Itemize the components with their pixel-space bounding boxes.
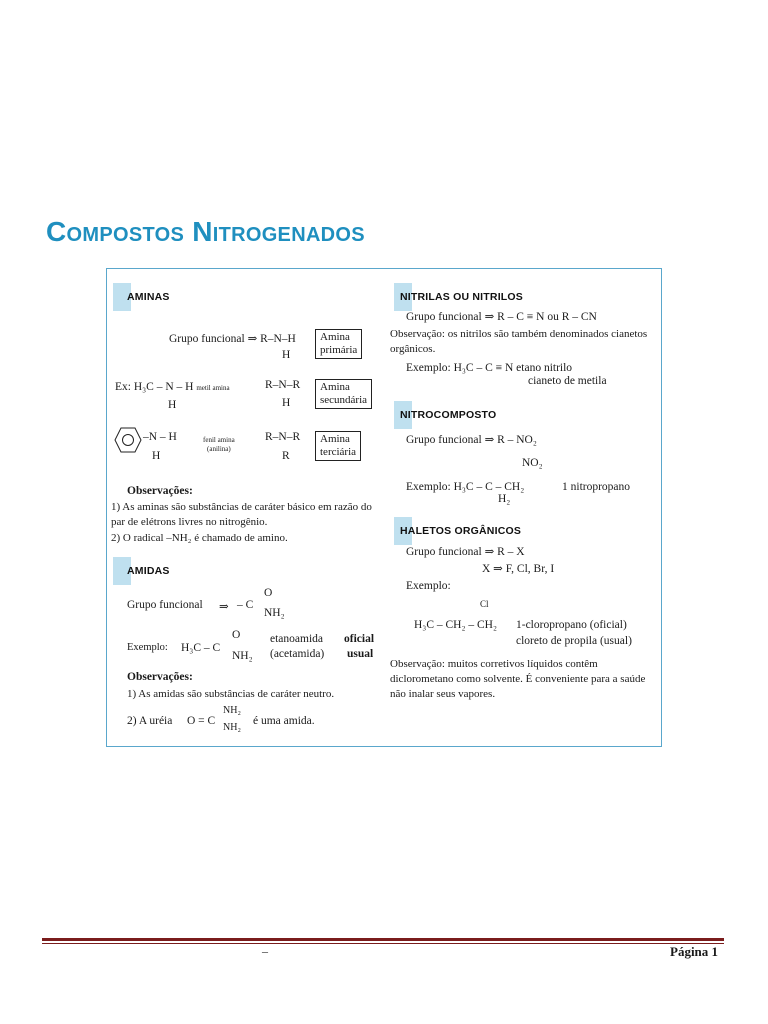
amidas-grupo-funcional: Grupo funcional <box>127 599 203 611</box>
box-amina-primaria: Amina primária <box>315 329 362 359</box>
amidas-name-oficial: etanoamida <box>270 633 324 645</box>
content-card <box>106 268 662 747</box>
footer-rule <box>42 938 724 941</box>
haletos-exemplo: Exemplo: <box>406 580 451 592</box>
haletos-formula: H₃C – CH₂ – CH₂ <box>414 619 497 631</box>
haletos-x: X ⇒ F, Cl, Br, I <box>482 563 555 575</box>
haletos-name-usual: cloreto de propila (usual) <box>516 635 632 647</box>
aminas-example: Ex: H₃C – N – H metil amina <box>115 381 230 393</box>
amidas-exemplo-label: Exemplo: <box>127 642 168 653</box>
aminas-obs-2: 2) O radical –NH₂ é chamado de amino. <box>111 532 288 544</box>
aminas-example-h: H <box>168 399 177 411</box>
amidas-obs-2-post: é uma amida. <box>253 715 315 727</box>
anilina-label: (anilina) <box>207 445 231 453</box>
box-amina-terciaria: Amina terciária <box>315 431 361 461</box>
nitrocomposto-no2: NO₂ <box>522 457 543 469</box>
amidas-obs-1: 1) As amidas são substâncias de caráter neutro. <box>127 688 335 700</box>
section-header-amidas: AMIDAS <box>113 557 170 585</box>
amidas-c: – C <box>237 599 254 611</box>
aminas-grupo-funcional: Grupo funcional ⇒ R–N–H <box>169 333 296 345</box>
section-header-haletos: HALETOS ORGÂNICOS <box>394 517 521 545</box>
fenil-nh: –N – H <box>143 431 177 443</box>
aminas-obs-1: 1) As aminas são substâncias de caráter básico em razão do par de elétrons livres no nitrogênio. <box>111 501 372 528</box>
amidas-arrow: ⇒ <box>219 601 229 613</box>
footer-rule-thin <box>42 943 724 944</box>
uréia-nh2-bottom: NH₂ <box>223 722 241 733</box>
rnr-secundaria: R–N–R <box>265 379 301 391</box>
nitrilas-exemplo-2: cianeto de metila <box>528 375 607 387</box>
amidas-ex-o: O <box>232 629 241 641</box>
amidas-o: O <box>264 587 273 599</box>
section-header-nitrilas: NITRILAS OU NITRILOS <box>394 283 523 311</box>
fenil-h: H <box>152 450 161 462</box>
amidas-tag-usual: usual <box>347 648 374 660</box>
nitrocomposto-exemplo: Exemplo: H₃C – C – CH₂ <box>406 481 525 493</box>
box-amina-secundaria: Amina secundária <box>315 379 372 409</box>
amidas-obs-2-pre: 2) A uréia <box>127 715 173 727</box>
nitrilas-grupo: Grupo funcional ⇒ R – C ≡ N ou R – CN <box>406 311 597 323</box>
page-number: Página 1 <box>670 944 719 959</box>
haletos-grupo: Grupo funcional ⇒ R – X <box>406 546 525 558</box>
amidas-h3c: H₃C – C <box>181 642 221 654</box>
nitrocomposto-h2: H₂ <box>498 493 511 505</box>
amidas-obs-title: Observações: <box>127 671 193 683</box>
nitrocomposto-grupo: Grupo funcional ⇒ R – NO₂ <box>406 434 537 446</box>
rnr-terciaria-r: R <box>282 450 290 462</box>
haletos-obs: Observação: muitos corretivos líquidos contêm diclorometano como solvente. É conveniente para a saúde não inalar seus vapores. <box>390 658 646 700</box>
rnr-secundaria-h: H <box>282 397 291 409</box>
fenil-amina-label: fenil amina <box>203 436 235 444</box>
footer-dash: – <box>262 944 268 958</box>
section-header-nitrocomposto: NITROCOMPOSTO <box>394 401 496 429</box>
haletos-name-oficial: 1-cloropropano (oficial) <box>516 619 627 631</box>
aminas-obs-title: Observações: <box>127 485 193 497</box>
section-header-aminas: AMINAS <box>113 283 170 311</box>
amidas-nh2: NH₂ <box>264 607 285 619</box>
uréia-nh2-top: NH₂ <box>223 705 241 716</box>
haletos-cl: Cl <box>480 599 489 609</box>
amidas-ex-nh2: NH₂ <box>232 650 253 662</box>
nitrilas-obs: Observação: os nitrilos são também denominados cianetos orgânicos. <box>390 328 648 355</box>
amidas-tag-oficial: oficial <box>344 633 375 645</box>
nitrocomposto-name: 1 nitropropano <box>562 481 631 493</box>
nitrilas-exemplo: Exemplo: H₃C – C ≡ N etano nitrilo <box>406 362 573 374</box>
page-title: Compostos Nitrogenados <box>46 216 365 247</box>
uréia-formula: O = C <box>187 715 216 727</box>
rnr-terciaria: R–N–R <box>265 431 301 443</box>
aminas-h-below: H <box>282 349 291 361</box>
benzene-ring-icon <box>113 426 143 454</box>
amidas-name-usual: (acetamida) <box>270 648 325 660</box>
